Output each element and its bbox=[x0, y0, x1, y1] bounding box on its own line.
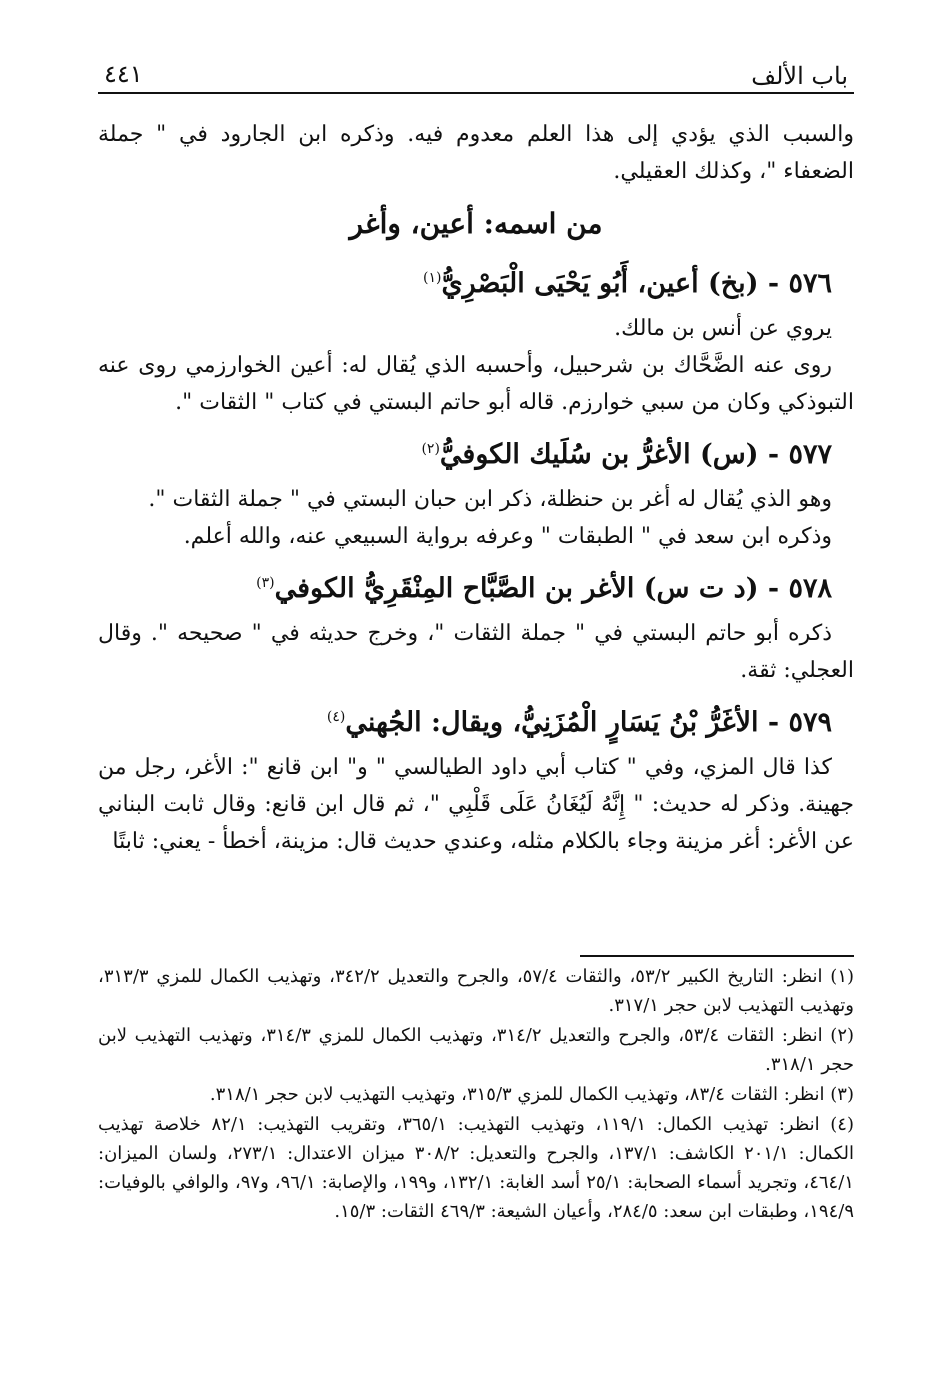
footnote-2: (٢) انظر: الثقات ٥٣/٤، والجرح والتعديل ٣١٤/٢، وتهذيب الكمال للمزي ٣١٤/٣، وتهذيب التهذيب لابن حجر ٣١٨/١. bbox=[98, 1025, 855, 1075]
entry-paragraph: ذكره أبو حاتم البستي في " جملة الثقات "، وخرج حديثه في " صحيحه ". وقال العجلي: ثقة. bbox=[98, 621, 854, 683]
entry-heading-578 bbox=[98, 561, 854, 611]
chapter-title: باب الألف bbox=[751, 62, 848, 90]
footnote-separator bbox=[580, 955, 854, 957]
entry-paragraph: يروي عن أنس بن مالك. bbox=[614, 316, 832, 341]
entry-paragraph: روى عنه الضَّحَّاك بن شرحبيل، وأحسبه الذي يُقال له: أعين الخوارزمي روى عنه التبوذكي وكان من سبي خوارزم. قاله أبو حاتم البستي في كتاب " الثقات ". bbox=[98, 353, 854, 415]
page-header bbox=[98, 52, 854, 94]
entry-heading-577 bbox=[98, 427, 854, 477]
footnote-mark: (٣) bbox=[256, 575, 275, 591]
footnotes bbox=[98, 962, 854, 1227]
entry-heading-text: ٥٧٨ - (د ت س) الأغر بن الصَّبَّاح المِنْقَرِيُّ الكوفي bbox=[274, 573, 832, 604]
footnote-3: (٣) انظر: الثقات ٨٣/٤، وتهذيب الكمال للمزي ٣١٥/٣، وتهذيب التهذيب لابن حجر ٣١٨/١. bbox=[209, 1084, 854, 1105]
footnote-4: (٤) انظر: تهذيب الكمال: ١١٩/١، وتهذيب التهذيب: ٣٦٥/١، وتقريب التهذيب: ٨٢/١ خلاصة تهذيب الكمال: ٢٠١/١ الكاشف: ١٣٧/١، والجرح والتعديل: ٣٠٨/٢ ميزان الاعتدال: ٢٧٣/١، ولسان الميزان: ٤٦٤/١، وتجريد أسماء الصحابة: ٢٥/١ أسد الغابة: ١٣٢/١، و١٩٩، والإصابة: ٩٦/١، و٩٧، والوافي بالوفيات: ١٩٤/٩، وطبقات ابن سعد: ٢٨٤/٥، وأعيان الشيعة: ٤٦٩/٣ الثقات: ١٥/٣. bbox=[98, 1114, 855, 1222]
page-number: ٤٤١ bbox=[104, 60, 143, 88]
entry-paragraph: كذا قال المزي، وفي " كتاب أبي داود الطيالسي " و" ابن قانع ": الأغر، رجل من جهينة. وذكر له حديث: " إِنَّهُ لَيُغَانُ عَلَى قَلْبِي "، ثم قال ابن قانع: وقال ثابت البناني عن الأغر: أغر مزينة وجاء بالكلام مثله، وعندي حديث قال: مزينة، أخطأ - يعني: ثابتًا bbox=[98, 755, 854, 854]
entry-heading-text: ٥٧٦ - (بخ) أعين، أَبُو يَحْيَى الْبَصْرِيُّ bbox=[441, 268, 832, 299]
entry-heading-text: ٥٧٧ - (س) الأغرُّ بن سُلَيك الكوفيُّ bbox=[439, 439, 832, 470]
entry-paragraph: وهو الذي يُقال له أغر بن حنظلة، ذكر ابن حبان البستي في " جملة الثقات ". bbox=[148, 487, 832, 512]
footnote-mark: (٤) bbox=[326, 709, 346, 725]
entry-heading-576 bbox=[98, 256, 854, 306]
entry-heading-text: ٥٧٩ - الأغَرُّ بْنُ يَسَارٍ الْمُزَنِيُّ، ويقال: الجُهني bbox=[345, 707, 832, 738]
footnote-mark: (١) bbox=[423, 270, 442, 286]
footnote-1: (١) انظر: التاريخ الكبير ٥٣/٢، والثقات ٥٧/٤، والجرح والتعديل ٣٤٢/٢، وتهذيب الكمال للمزي ٣١٣/٣، وتهذيب التهذيب لابن حجر ٣١٧/١. bbox=[98, 966, 855, 1016]
entry-paragraph: وذكره ابن سعد في " الطبقات " وعرفه برواية السبيعي عنه، والله أعلم. bbox=[183, 524, 832, 549]
entry-heading-579 bbox=[98, 695, 854, 745]
footnote-mark: (٢) bbox=[421, 441, 440, 457]
intro-paragraph: والسبب الذي يؤدي إلى هذا العلم معدوم فيه. وذكره ابن الجارود في " جملة الضعفاء "، وكذلك العقيلي. bbox=[98, 122, 854, 184]
section-title: من اسمه: أعين، وأغر bbox=[349, 207, 603, 240]
main-text bbox=[98, 116, 854, 860]
